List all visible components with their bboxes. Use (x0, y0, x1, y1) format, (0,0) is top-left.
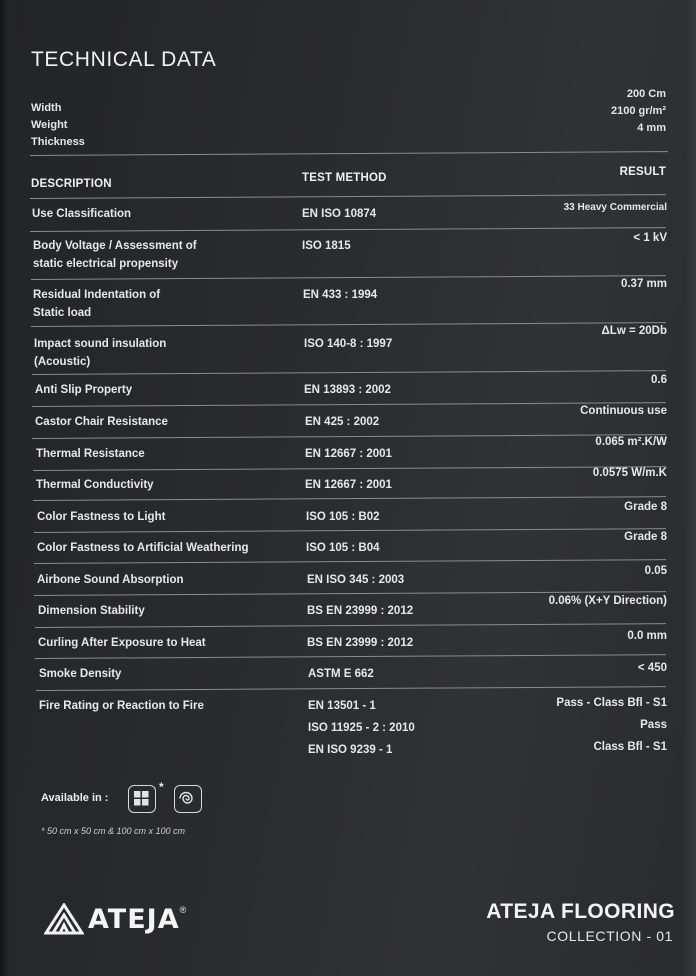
tile-grid-icon (128, 785, 156, 813)
row-divider (33, 496, 666, 501)
row-result-line: 0.0 mm (627, 630, 667, 642)
spec-value-thickness: 4 mm (637, 122, 666, 134)
row-result-line: Grade 8 (624, 531, 667, 543)
row-result-line: 0.06% (X+Y Direction) (548, 595, 667, 607)
spec-values (611, 86, 666, 137)
row-divider (32, 434, 666, 439)
asterisk-mark: * (159, 780, 164, 794)
row-description-line: Anti Slip Property (35, 384, 133, 396)
row-test-method-line: EN 12667 : 2001 (305, 448, 392, 460)
row-result (645, 562, 667, 580)
row-test-method (304, 381, 391, 399)
page-title: TECHNICAL DATA (31, 48, 217, 71)
row-description-line: Thermal Conductivity (36, 479, 154, 491)
row-divider (36, 686, 666, 691)
row-test-method-line: EN ISO 9239 - 1 (308, 744, 393, 756)
row-test-method-line: ISO 105 : B04 (306, 542, 380, 554)
header-description: DESCRIPTION (31, 178, 112, 190)
row-result-line: < 450 (637, 662, 667, 674)
row-divider (31, 322, 666, 327)
ateja-logo (44, 903, 186, 935)
row-description (37, 539, 249, 557)
row-description-line: Use Classification (32, 208, 132, 220)
ateja-logo-mark-icon (44, 903, 84, 935)
row-description (38, 634, 206, 652)
row-result (638, 659, 667, 677)
row-result-line: < 1 kV (633, 232, 667, 244)
row-result-line: 0.065 m².K/W (595, 436, 667, 448)
row-test-method-line: ISO 105 : B02 (306, 511, 380, 523)
row-test-method (306, 539, 380, 557)
row-description-line: Thermal Resistance (36, 448, 145, 460)
row-result (580, 402, 667, 420)
row-test-method-line: BS EN 23999 : 2012 (307, 605, 414, 617)
spec-labels (31, 100, 85, 151)
row-test-method-line: EN ISO 345 : 2003 (307, 574, 405, 586)
paper-edge-left (0, 0, 9, 976)
roll-icon (174, 785, 202, 813)
row-test-method-line: EN 13893 : 2002 (304, 384, 391, 396)
row-description-line: Impact sound insulation (34, 338, 167, 350)
row-result (564, 199, 667, 217)
row-result (593, 464, 667, 482)
row-description-line: Color Fastness to Artificial Weathering (37, 542, 249, 554)
available-in-label: Available in : (41, 792, 109, 804)
header-test-method: TEST METHOD (302, 172, 387, 184)
registered-mark: ® (179, 905, 187, 915)
row-divider (35, 623, 666, 628)
spec-value-width: 200 Cm (626, 88, 666, 100)
row-description (32, 205, 131, 223)
row-test-method-line: EN 425 : 2002 (305, 416, 380, 428)
row-test-method-line: EN 13501 - 1 (308, 700, 376, 712)
row-test-method (305, 476, 392, 494)
row-description-line: Castor Chair Resistance (35, 416, 168, 428)
row-test-method (305, 445, 392, 463)
row-result (633, 229, 667, 247)
row-description-line: Color Fastness to Light (37, 511, 166, 523)
spec-label-weight: Weight (31, 119, 68, 131)
row-description (35, 413, 168, 431)
row-test-method (302, 205, 376, 223)
row-divider (34, 559, 666, 564)
row-description (39, 665, 121, 683)
row-result (627, 627, 667, 645)
row-description (33, 286, 160, 322)
row-test-method-line: EN ISO 10874 (302, 208, 377, 220)
row-test-method-line: BS EN 23999 : 2012 (307, 637, 414, 649)
row-divider (34, 528, 666, 533)
row-description-line: Body Voltage / Assessment of (33, 240, 197, 252)
row-test-method (304, 335, 392, 353)
row-result (624, 528, 667, 546)
row-divider (35, 654, 666, 659)
row-description-line: Residual Indentation of (33, 289, 161, 301)
row-description-line: Smoke Density (39, 668, 122, 680)
row-description-line: Airbone Sound Absorption (37, 574, 184, 586)
row-description-line: (Acoustic) (34, 356, 91, 368)
row-description (33, 237, 197, 273)
brand-name: ATEJA FLOORING (486, 900, 675, 923)
row-test-method (302, 237, 351, 255)
row-description (37, 508, 165, 526)
row-divider (31, 275, 666, 280)
row-test-method (307, 571, 404, 589)
row-test-method (303, 286, 377, 304)
row-result-line: 0.0575 W/m.K (592, 467, 667, 479)
row-description (39, 697, 204, 715)
row-description (36, 445, 145, 463)
row-divider (32, 402, 666, 407)
row-description-line: static electrical propensity (33, 258, 179, 270)
row-result (621, 275, 667, 293)
row-test-method (306, 508, 380, 526)
row-test-method (307, 602, 413, 620)
row-result (595, 433, 667, 451)
spec-label-width: Width (31, 102, 62, 114)
row-test-method-line: EN 433 : 1994 (303, 289, 378, 301)
row-description-line: Dimension Stability (38, 605, 145, 617)
row-result (651, 371, 667, 389)
row-result-line: Continuous use (580, 405, 667, 417)
row-result-line: 33 Heavy Commercial (563, 202, 667, 213)
row-test-method-line: ASTM E 662 (308, 668, 374, 680)
row-result-line: 0.37 mm (620, 278, 667, 290)
row-result (624, 498, 667, 516)
row-description-line: Curling After Exposure to Heat (38, 637, 206, 649)
row-test-method-line: ISO 1815 (302, 240, 351, 252)
row-description (38, 602, 145, 620)
row-test-method-line: ISO 11925 - 2 : 2010 (308, 722, 415, 734)
row-description (34, 335, 166, 371)
row-test-method (307, 634, 413, 652)
row-description (35, 381, 132, 399)
row-test-method (305, 413, 379, 431)
row-test-method-line: ISO 140-8 : 1997 (304, 338, 393, 350)
row-description-line: Fire Rating or Reaction to Fire (39, 700, 204, 712)
row-result (556, 694, 667, 760)
collection-label: COLLECTION - 01 (546, 928, 673, 944)
row-divider (30, 227, 666, 232)
logo-text: ATEJA (88, 903, 180, 935)
row-result (602, 322, 667, 340)
spec-value-weight: 2100 gr/m² (610, 105, 666, 117)
row-result-line: 0.05 (644, 565, 667, 577)
row-test-method (308, 697, 415, 763)
row-result (549, 592, 667, 610)
row-result-line: Pass - Class Bfl - S1 (556, 697, 667, 709)
row-result-line: Class Bfl - S1 (593, 741, 667, 753)
paper-edge-right (684, 0, 696, 976)
row-divider (33, 466, 666, 471)
row-test-method (308, 665, 374, 683)
divider-specs (30, 151, 668, 156)
row-description (36, 476, 154, 494)
row-result-line: 0.6 (651, 374, 667, 386)
row-result-line: ΔLw = 20Db (601, 325, 667, 337)
size-note: * 50 cm x 50 cm & 100 cm x 100 cm (41, 826, 186, 836)
spec-label-thickness: Thickness (31, 136, 85, 148)
header-result: RESULT (619, 166, 666, 178)
row-description (37, 571, 184, 589)
row-test-method-line: EN 12667 : 2001 (305, 479, 392, 491)
row-result-line: Grade 8 (624, 501, 667, 513)
row-result-line: Pass (640, 719, 667, 731)
row-description-line: Static load (33, 307, 92, 319)
